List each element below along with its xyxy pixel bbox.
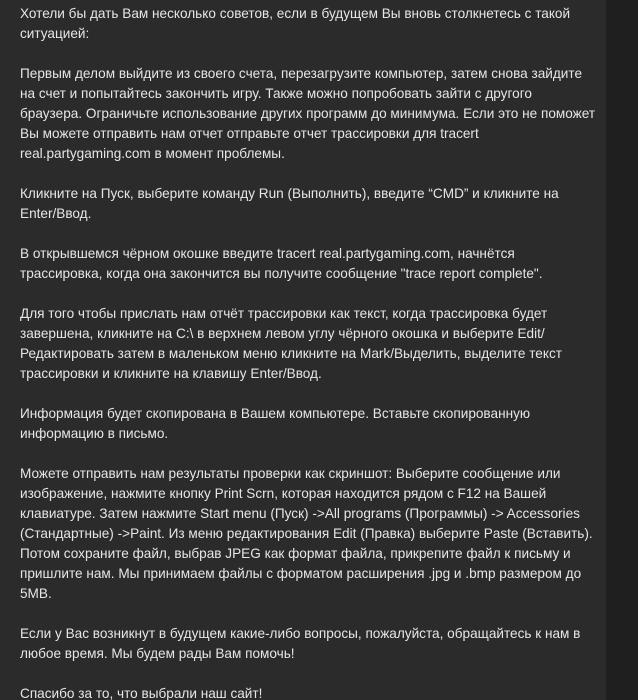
right-gutter bbox=[606, 0, 638, 700]
paragraph-first-steps: Первым делом выйдите из своего счета, перезагрузите компьютер, затем снова зайдите на счет и попытайтесь закончить игру. Также можно попробовать зайти с другого браузера. Ограничьте использование других программ до минимума. Если это не поможет Вы можете отправить нам отчет отправьте отчет трассировки для tracert real.partygaming.com в момент проблемы. bbox=[20, 66, 596, 161]
paragraph-copy-trace: Для того чтобы прислать нам отчёт трассировки как текст, когда трассировка будет завершена, кликните на C:\ в верхнем левом углу чёрного окошка и выберите Edit/Редактировать затем в маленьком меню кликните на Mark/Выделить, выделите текст трассировки и кликните на клавишу Enter/Ввод. bbox=[20, 306, 562, 381]
paragraph-thanks: Спасибо за то, что выбрали наш сайт! bbox=[20, 686, 263, 700]
message-body bbox=[20, 4, 596, 700]
paragraph-run-cmd: Кликните на Пуск, выберите команду Run (Выполнить), введите “CMD” и кликните на Enter/Ввод. bbox=[20, 186, 559, 221]
paragraph-questions: Если у Вас возникнут в будущем какие-либо вопросы, пожалуйста, обращайтесь к нам в любое время. Мы будем рады Вам помочь! bbox=[20, 626, 581, 661]
paragraph-paste-info: Информация будет скопирована в Вашем компьютере. Вставьте скопированную информацию в письмо. bbox=[20, 406, 531, 441]
paragraph-tracert: В открывшемся чёрном окошке введите tracert real.partygaming.com, начнётся трассировка, когда она закончится вы получите сообщение "trace report complete". bbox=[20, 246, 543, 281]
paragraph-intro: Хотели бы дать Вам несколько советов, если в будущем Вы вновь столкнетесь с такой ситуацией: bbox=[20, 6, 571, 41]
paragraph-screenshot: Можете отправить нам результаты проверки как скриншот: Выберите сообщение или изображение, нажмите кнопку Print Scrn, которая находится рядом с F12 на Вашей клавиатуре. Затем нажмите Start menu (Пуск) ->All programs (Программы) -> Accessories (Стандартные) ->Paint. Из меню редактирования Edit (Правка) выберите Paste (Вставить). Потом сохраните файл, выбрав JPEG как формат файла, прикрепите файл к письму и пришлите нам. Мы принимаем файлы с форматом расширения .jpg и .bmp размером до 5MB. bbox=[20, 466, 593, 601]
